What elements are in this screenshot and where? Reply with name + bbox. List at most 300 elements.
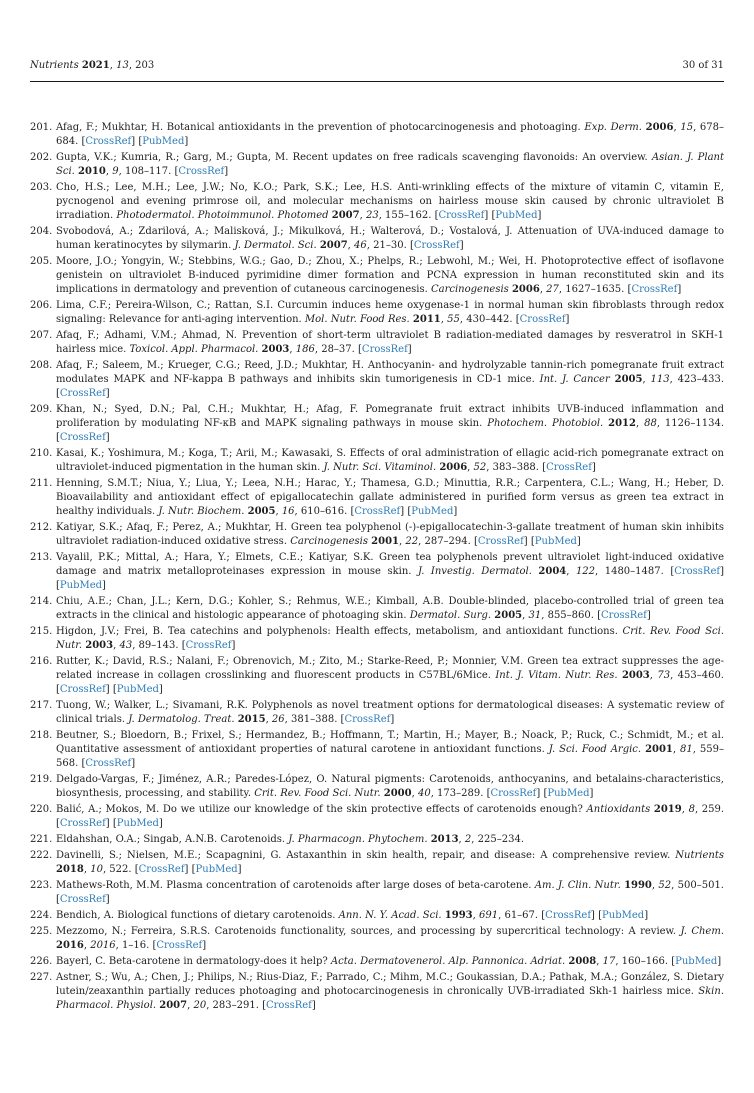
link-label: CrossRef	[59, 432, 106, 443]
text-segment: Eldahshan, O.A.; Singab, A.N.B. Carotenoids.	[56, 834, 289, 845]
reference-number: 218.	[30, 730, 53, 741]
link-label: PubMed	[116, 818, 159, 829]
text-segment: Rutter, K.; David, R.S.; Nalani, F.; Obrenovich, M.; Zito, M.; Starke-Reed, P.; Monnier, V.M. Green tea extract suppresses the age-related increase in collagen crosslinking and fluorescent products in C57BL/6Mice.	[56, 656, 724, 681]
text-segment: 13	[116, 60, 129, 71]
reference-number: 219.	[30, 774, 53, 785]
reference-number: 205.	[30, 256, 53, 267]
link-bracket: ]	[523, 536, 528, 547]
text-segment: Moore, J.O.; Yongyin, W.; Stebbins, W.G.; Gao, D.; Zhou, X.; Phelps, R.; Lebwohl, M.; Wei, H. Photoprotective effect of isoflavone genistein on ultraviolet B-induced pyrimidine dimer formation and PCNA expression in human reconstituted skin and its implications in dermatology and prevention of cutaneous carcinogenesis.	[56, 256, 724, 295]
link-bracket: [	[671, 956, 676, 967]
text-segment: J. Sci. Food Argic.	[548, 744, 646, 755]
text-segment: Skin. Pharmacol. Physiol.	[56, 986, 724, 1011]
text-segment: 8	[688, 804, 695, 815]
reference-number: 215.	[30, 626, 53, 637]
references-list	[30, 121, 724, 1013]
link-label: CrossRef	[185, 640, 232, 651]
crossref-link[interactable]	[628, 284, 682, 295]
text-segment: ,	[642, 374, 651, 385]
text-segment: 1993	[444, 910, 473, 921]
link-bracket: [	[56, 432, 60, 443]
link-bracket: [	[181, 640, 186, 651]
text-segment: Higdon, J.V.; Frei, B. Tea catechins and polyphenols: Health effects, metabolism, and antioxidant functions.	[56, 626, 623, 637]
text-segment: Carcinogenesis	[290, 536, 372, 547]
link-bracket: ]	[390, 714, 395, 725]
text-segment: Nutrients	[30, 60, 82, 71]
link-bracket: ]	[565, 314, 570, 325]
link-bracket: [	[112, 684, 117, 695]
text-segment: 2006	[511, 284, 540, 295]
link-bracket: [	[598, 910, 603, 921]
text-segment: Tuong, W.; Walker, L.; Sivamani, R.K. Polyphenols as novel treatment options for dermatological diseases: A systematic review of clinical trials.	[56, 700, 724, 725]
text-segment: 1990	[624, 880, 652, 891]
link-bracket: ]	[184, 864, 189, 875]
link-bracket: ]	[231, 640, 236, 651]
text-segment: Chiu, A.E.; Chan, J.L.; Kern, D.G.; Kohler, S.; Rehmus, W.E.; Kimball, A.B. Double-blinded, placebo-controlled trial of green tea extracts in the clinical and histologic appearance of photoaging skin.	[56, 596, 724, 621]
text-segment: 16	[281, 506, 295, 517]
link-label: PubMed	[534, 536, 577, 547]
text-segment: 2007	[319, 240, 348, 251]
text-segment: Crit. Rev. Food Sci. Nutr.	[254, 788, 384, 799]
crossref-link[interactable]	[81, 136, 135, 147]
link-label: PubMed	[675, 956, 718, 967]
reference-item	[30, 833, 724, 847]
text-segment: Antioxidants	[586, 804, 654, 815]
text-segment: 2018	[56, 864, 84, 875]
link-label: PubMed	[411, 506, 454, 517]
text-segment: Gupta, V.K.; Kumria, R.; Garg, M.; Gupta, M. Recent updates on free radicals scavenging flavonoids: An overview.	[56, 152, 652, 163]
crossref-link[interactable]	[542, 462, 596, 473]
text-segment: 52	[658, 880, 672, 891]
link-label: CrossRef	[477, 536, 524, 547]
text-segment: 2007	[159, 1000, 188, 1011]
link-bracket: [	[542, 462, 547, 473]
reference-number: 227.	[30, 972, 53, 983]
link-bracket: [	[340, 714, 345, 725]
crossref-link[interactable]	[152, 940, 206, 951]
text-segment: ,	[566, 566, 576, 577]
reference-number: 211.	[30, 478, 53, 489]
pubmed-link[interactable]	[598, 910, 648, 921]
text-segment: 186	[295, 344, 315, 355]
reference-number: 223.	[30, 880, 53, 891]
reference-number: 226.	[30, 956, 53, 967]
reference-item	[30, 773, 724, 801]
reference-item	[30, 729, 724, 771]
text-segment: , 453–460.	[670, 670, 724, 681]
reference-item	[30, 121, 724, 149]
text-segment: J. Chem.	[680, 926, 724, 937]
link-bracket: ]	[591, 910, 595, 921]
link-label: PubMed	[195, 864, 238, 875]
journal-citation	[30, 60, 154, 72]
link-bracket: [	[191, 864, 196, 875]
link-bracket: ]	[720, 566, 724, 577]
link-bracket: ]	[537, 210, 542, 221]
text-segment: Kasai, K.; Yoshimura, M.; Koga, T.; Arii, M.; Kawasaki, S. Effects of oral administration of ellagic acid-rich pomegranate extract on ultraviolet-induced pigmentation in the human skin.	[56, 448, 724, 473]
reference-number: 209.	[30, 404, 53, 415]
text-segment: J. Dermatolog. Treat.	[128, 714, 238, 725]
link-bracket: [	[138, 136, 143, 147]
link-bracket: [	[530, 536, 535, 547]
link-bracket: ]	[644, 910, 649, 921]
link-bracket: [	[486, 788, 491, 799]
text-segment: , 522.	[102, 864, 135, 875]
crossref-link[interactable]	[341, 714, 395, 725]
text-segment: J. Nutr. Biochem.	[158, 506, 248, 517]
text-segment: J. Nutr. Sci. Vitaminol.	[323, 462, 440, 473]
link-bracket: ]	[158, 818, 163, 829]
text-segment: 20	[193, 1000, 207, 1011]
text-segment: 88	[644, 418, 657, 429]
pubmed-link[interactable]	[671, 956, 721, 967]
text-segment: 2005	[247, 506, 276, 517]
text-segment: , 500–501.	[671, 880, 724, 891]
crossref-link[interactable]	[262, 1000, 316, 1011]
text-segment: 2012	[608, 418, 636, 429]
crossref-link[interactable]	[474, 536, 528, 547]
crossref-link[interactable]	[516, 314, 570, 325]
text-segment: 27	[546, 284, 559, 295]
text-segment: , 21–30.	[366, 240, 410, 251]
reference-item	[30, 925, 724, 953]
link-bracket: [	[543, 788, 548, 799]
link-bracket: [	[491, 210, 496, 221]
link-bracket: ]	[202, 940, 207, 951]
reference-item	[30, 329, 724, 357]
text-segment: Balić, A.; Mokos, M. Do we utilize our knowledge of the skin protective effects of carotenoids enough?	[56, 804, 587, 815]
text-segment: Am. J. Clin. Nutr.	[534, 880, 625, 891]
crossref-link[interactable]	[350, 506, 404, 517]
link-bracket: [	[407, 506, 412, 517]
reference-number: 220.	[30, 804, 53, 815]
text-segment: , 383–388.	[486, 462, 543, 473]
reference-number: 202.	[30, 152, 53, 163]
text-segment: 2001	[645, 744, 673, 755]
text-segment: Toxicol. Appl. Pharmacol.	[129, 344, 262, 355]
text-segment: , 89–143.	[132, 640, 182, 651]
text-segment: , 28–37.	[314, 344, 359, 355]
text-segment: , 287–294.	[418, 536, 474, 547]
crossref-link[interactable]	[56, 684, 110, 695]
text-segment: , 1627–1635.	[558, 284, 628, 295]
text-segment: , 1126–1134.	[656, 418, 725, 429]
text-segment: Nutrients	[675, 850, 724, 861]
link-bracket: ]	[224, 166, 229, 177]
reference-item	[30, 551, 724, 593]
crossref-link[interactable]	[358, 344, 412, 355]
text-segment: ,	[539, 284, 547, 295]
crossref-link[interactable]	[597, 610, 651, 621]
pubmed-link[interactable]	[192, 864, 242, 875]
link-bracket: ]	[459, 240, 464, 251]
text-segment: Beutner, S.; Bloedorn, B.; Frixel, S.; Hermandez, B.; Hoffmann, T.; Martin, H.; Mayer, B.; Noack, P.; Ruck, C.; Schmidt, M.; et al. Quantitative assessment of antioxidant properties of natural carotene in antioxidant functions.	[56, 730, 724, 755]
text-segment: 81	[680, 744, 693, 755]
link-bracket: ]	[105, 894, 110, 905]
text-segment: 2006	[439, 462, 468, 473]
text-segment: ,	[265, 714, 272, 725]
text-segment: ,	[399, 536, 406, 547]
reference-number: 214.	[30, 596, 53, 607]
link-bracket: [	[670, 566, 675, 577]
pubmed-link[interactable]	[491, 210, 541, 221]
link-bracket: [	[174, 166, 179, 177]
link-bracket: ]	[158, 684, 163, 695]
crossref-link[interactable]	[56, 818, 110, 829]
link-bracket: ]	[311, 1000, 316, 1011]
text-segment: Afaq, F.; Adhami, V.M.; Ahmad, N. Prevention of short-term ultraviolet B radiation-mediated damages by resveratrol in SKH-1 hairless mice.	[56, 330, 724, 355]
link-bracket: ]	[453, 506, 458, 517]
link-label: CrossRef	[59, 894, 106, 905]
text-segment: Mol. Nutr. Food Res.	[304, 314, 413, 325]
text-segment: Katiyar, S.K.; Afaq, F.; Perez, A.; Mukhtar, H. Green tea polyphenol (-)-epigallocatechin-3-gallate treatment of human skin inhibits ultraviolet radiation-induced oxidative stress.	[56, 522, 724, 547]
link-label: CrossRef	[59, 818, 106, 829]
text-segment: Lima, C.F.; Pereira-Wilson, C.; Rattan, S.I. Curcumin induces heme oxygenase-1 in normal human skin fibroblasts through redox signaling: Relevance for anti-aging intervention.	[56, 300, 724, 325]
link-bracket: [	[515, 314, 520, 325]
link-label: PubMed	[602, 910, 645, 921]
link-label: CrossRef	[156, 940, 203, 951]
crossref-link[interactable]	[670, 566, 724, 577]
text-segment: ,	[275, 506, 282, 517]
link-bracket: [	[56, 684, 60, 695]
text-segment: Acta. Dermatovenerol. Alp. Pannonica. Adriat.	[330, 956, 569, 967]
text-segment: ,	[596, 956, 603, 967]
text-segment: 2	[464, 834, 472, 845]
text-segment: ,	[681, 804, 689, 815]
reference-number: 208.	[30, 360, 53, 371]
text-segment: 2001	[371, 536, 400, 547]
text-segment: , 855–860.	[541, 610, 598, 621]
text-segment: , 160–166.	[615, 956, 672, 967]
link-label: CrossRef	[413, 240, 460, 251]
text-segment: , 1480–1487.	[595, 566, 671, 577]
link-label: CrossRef	[545, 910, 592, 921]
pubmed-link[interactable]	[56, 580, 106, 591]
text-segment: 2003	[85, 640, 114, 651]
text-segment: 2007	[331, 210, 360, 221]
text-segment: 46	[354, 240, 367, 251]
text-segment: 43	[119, 640, 133, 651]
text-segment: 691	[479, 910, 499, 921]
link-bracket: ]	[131, 136, 136, 147]
text-segment: , 203	[128, 60, 155, 71]
text-segment: 31	[528, 610, 542, 621]
text-segment: Crit. Rev. Food Sci. Nutr.	[56, 626, 724, 651]
link-bracket: ]	[131, 758, 136, 769]
page-number: 30 of 31	[682, 60, 724, 71]
text-segment: Carcinogenesis	[430, 284, 512, 295]
text-segment: ,	[359, 210, 366, 221]
text-segment: J. Investig. Dermatol.	[418, 566, 539, 577]
reference-number: 224.	[30, 910, 53, 921]
text-segment: 2003	[621, 670, 650, 681]
text-segment: 122	[575, 566, 596, 577]
text-segment: 26	[271, 714, 285, 725]
text-segment: 73	[657, 670, 671, 681]
crossref-link[interactable]	[182, 640, 236, 651]
pubmed-link[interactable]	[138, 136, 188, 147]
crossref-link[interactable]	[135, 864, 189, 875]
text-segment: Svobodová, A.; Zdarilová, A.; Malisková, J.; Mikulková, H.; Walterová, D.; Vostalová, J. Attenuation of UVA-induced damage to human keratinocytes by silymarin.	[56, 226, 724, 251]
link-bracket: ]	[576, 536, 581, 547]
text-segment: 55	[447, 314, 460, 325]
text-segment: ,	[472, 910, 479, 921]
text-segment: Ann. N. Y. Acad. Sci.	[338, 910, 445, 921]
reference-item	[30, 447, 724, 475]
text-segment: , 61–67.	[498, 910, 542, 921]
text-segment: ,	[467, 462, 474, 473]
link-label: PubMed	[495, 210, 538, 221]
pubmed-link[interactable]	[531, 536, 581, 547]
crossref-link[interactable]	[541, 910, 595, 921]
text-segment: 2011	[412, 314, 441, 325]
link-label: CrossRef	[438, 210, 485, 221]
link-bracket: [	[152, 940, 157, 951]
link-label: PubMed	[59, 580, 103, 591]
link-bracket: [	[627, 284, 632, 295]
text-segment: ,	[105, 166, 113, 177]
text-segment: , 423–433.	[669, 374, 725, 385]
text-segment: 2015	[237, 714, 266, 725]
text-segment: , 559–568.	[56, 744, 725, 769]
crossref-link[interactable]	[487, 788, 541, 799]
reference-item	[30, 255, 724, 297]
text-segment: , 610–616.	[294, 506, 351, 517]
link-label: CrossRef	[178, 166, 225, 177]
text-segment: Vayalil, P.K.; Mittal, A.; Hara, Y.; Elmets, C.E.; Katiyar, S.K. Green tea polyphenols prevent ultraviolet light-induced oxidative damage and matrix metalloproteinases expression in mouse skin.	[56, 552, 724, 577]
text-segment: 2016	[90, 940, 116, 951]
text-segment: ,	[83, 864, 91, 875]
text-segment: ,	[411, 788, 418, 799]
crossref-link[interactable]	[174, 166, 228, 177]
reference-item	[30, 595, 724, 623]
link-label: CrossRef	[490, 788, 537, 799]
link-bracket: ]	[105, 684, 110, 695]
link-bracket: [	[56, 818, 60, 829]
text-segment: 2004	[538, 566, 567, 577]
text-segment: J. Pharmacogn. Phytochem.	[288, 834, 431, 845]
text-segment: Delgado-Vargas, F.; Jiménez, A.R.; Paredes-López, O. Natural pigments: Carotenoids, anthocyanins, and betalains-characteristics, biosynthesis, processing, and stability.	[56, 774, 724, 799]
link-bracket: [	[134, 864, 139, 875]
link-bracket: [	[597, 610, 602, 621]
link-bracket: [	[350, 506, 355, 517]
link-bracket: ]	[105, 388, 110, 399]
text-segment: 15	[680, 122, 694, 133]
reference-number: 204.	[30, 226, 53, 237]
link-bracket: [	[541, 910, 546, 921]
link-label: CrossRef	[546, 462, 592, 473]
text-segment: ,	[649, 670, 658, 681]
text-segment: ,	[347, 240, 355, 251]
reference-item	[30, 955, 724, 969]
reference-number: 206.	[30, 300, 53, 311]
link-label: CrossRef	[361, 344, 408, 355]
text-segment: ,	[83, 940, 91, 951]
pubmed-link[interactable]	[543, 788, 593, 799]
reference-item	[30, 521, 724, 549]
crossref-link[interactable]	[56, 894, 110, 905]
reference-number: 210.	[30, 448, 53, 459]
link-bracket: [	[56, 894, 60, 905]
crossref-link[interactable]	[81, 758, 135, 769]
link-bracket: [	[409, 240, 414, 251]
link-label: CrossRef	[601, 610, 647, 621]
text-segment: Davinelli, S.; Nielsen, M.E.; Scapagnini, G. Astaxanthin in skin health, repair, and disease: A comprehensive review.	[56, 850, 676, 861]
text-segment: Photodermatol. Photoimmunol. Photomed	[116, 210, 332, 221]
text-segment: 22	[405, 536, 419, 547]
crossref-link[interactable]	[56, 432, 110, 443]
reference-item	[30, 879, 724, 907]
text-segment: ,	[635, 418, 645, 429]
header-rule	[30, 81, 724, 82]
text-segment: Exp. Derm.	[584, 122, 646, 133]
text-segment: Bayerl, C. Beta-carotene in dermatology-does it help?	[56, 956, 331, 967]
text-segment: ,	[289, 344, 296, 355]
reference-item	[30, 181, 724, 223]
text-segment: Afag, F.; Mukhtar, H. Botanical antioxidants in the prevention of photocarcinogenesis and photoaging.	[56, 122, 585, 133]
link-bracket: [	[434, 210, 439, 221]
reference-number: 212.	[30, 522, 53, 533]
crossref-link[interactable]	[435, 210, 489, 221]
text-segment: Mezzomo, N.; Ferreira, S.R.S. Carotenoids functionality, sources, and processing by supercritical technology: A review.	[56, 926, 681, 937]
reference-number: 217.	[30, 700, 53, 711]
reference-number: 213.	[30, 552, 53, 563]
reference-item	[30, 803, 724, 831]
link-label: CrossRef	[354, 506, 401, 517]
link-bracket: ]	[536, 788, 541, 799]
text-segment: ,	[187, 1000, 194, 1011]
page-header	[30, 60, 724, 72]
link-label: CrossRef	[631, 284, 678, 295]
link-label: CrossRef	[266, 1000, 312, 1011]
text-segment: Dermatol. Surg.	[409, 610, 495, 621]
link-label: CrossRef	[674, 566, 721, 577]
text-segment: , 225–234.	[471, 834, 524, 845]
link-label: PubMed	[142, 136, 185, 147]
link-bracket: ]	[717, 956, 722, 967]
link-bracket: [	[358, 344, 362, 355]
text-segment: 2006	[645, 122, 674, 133]
text-segment: ,	[672, 744, 681, 755]
text-segment: 40	[417, 788, 431, 799]
link-bracket: [	[474, 536, 478, 547]
text-segment: 23	[365, 210, 379, 221]
text-segment: Photochem. Photobiol.	[487, 418, 609, 429]
link-bracket: ]	[646, 610, 651, 621]
text-segment: 2019	[653, 804, 682, 815]
text-segment: Afaq, F.; Saleem, M.; Krueger, C.G.; Reed, J.D.; Mukhtar, H. Anthocyanin- and hydrolyzable tannin-rich pomegranate fruit extract modulates MAPK and NF-kappa B pathways and inhibits skin tumorigenesis in CD-1 mice.	[56, 360, 724, 385]
link-bracket: ]	[407, 344, 412, 355]
pubmed-link[interactable]	[113, 818, 163, 829]
text-segment: Khan, N.; Syed, D.N.; Pal, C.H.; Mukhtar, H.; Afag, F. Pomegranate fruit extract inhibits UVB-induced inflammation and proliferation by modulating NF-κB and MAPK signaling pathways in mouse skin.	[56, 404, 724, 429]
link-bracket: ]	[591, 462, 596, 473]
text-segment: 2005	[614, 374, 643, 385]
crossref-link[interactable]	[56, 388, 110, 399]
text-segment: , 381–388.	[284, 714, 341, 725]
pubmed-link[interactable]	[113, 684, 163, 695]
reference-number: 201.	[30, 122, 53, 133]
reference-item	[30, 299, 724, 327]
text-segment: 2000	[383, 788, 412, 799]
link-bracket: [	[56, 580, 60, 591]
link-bracket: ]	[105, 432, 110, 443]
link-bracket: ]	[237, 864, 242, 875]
pubmed-link[interactable]	[407, 506, 457, 517]
text-segment: ,	[109, 60, 117, 71]
text-segment: 2016	[56, 940, 84, 951]
link-label: CrossRef	[138, 864, 185, 875]
crossref-link[interactable]	[410, 240, 464, 251]
reference-item	[30, 225, 724, 253]
